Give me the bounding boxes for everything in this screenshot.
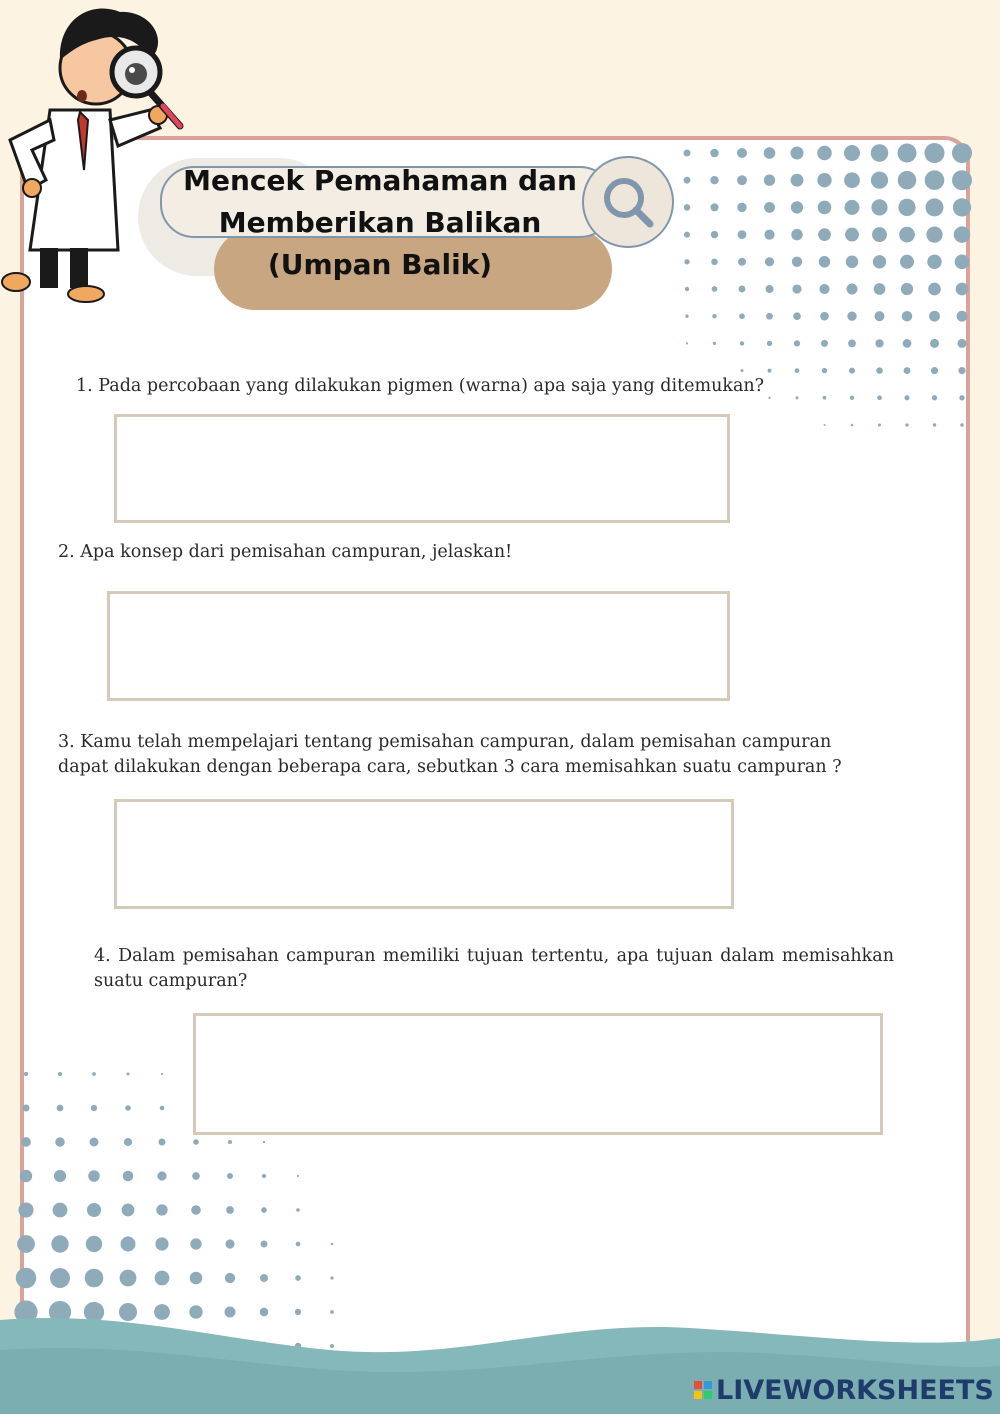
answer-box-2[interactable]: [107, 591, 730, 701]
question-2: [58, 540, 512, 565]
magnifier-icon: [584, 158, 672, 246]
question-2-number: 2.: [58, 542, 75, 562]
question-4: [94, 944, 894, 994]
question-4-line-1: [94, 944, 894, 969]
search-badge: [582, 156, 674, 248]
question-4-text-line-1: Dalam pemisahan campuran memiliki tujuan tertentu, apa tujuan dalam memisahkan: [118, 946, 894, 966]
title-line-3: (Umpan Balik): [267, 248, 493, 281]
brand-logo[interactable]: [694, 1374, 994, 1406]
answer-box-3[interactable]: [114, 799, 734, 909]
question-3-line-1: [58, 730, 858, 755]
question-3-number: 3.: [58, 732, 75, 752]
question-4-text-line-2: suatu campuran?: [94, 971, 248, 991]
question-1-number: 1.: [76, 376, 93, 396]
scientist-illustration: [0, 0, 200, 310]
question-3-text-line-2: dapat dilakukan dengan beberapa cara, sebutkan 3 cara memisahkan suatu campuran ?: [58, 757, 842, 777]
question-3-text-line-1: Kamu telah mempelajari tentang pemisahan campuran, dalam pemisahan campuran: [80, 732, 832, 752]
title-line-1: Mencek Pemahaman dan: [183, 164, 577, 197]
question-3: [58, 730, 858, 780]
brand-name: LIVEWORKSHEETS: [716, 1374, 994, 1406]
brand-logo-icon: [694, 1381, 712, 1399]
answer-box-1[interactable]: [114, 414, 730, 523]
question-1-text: Pada percobaan yang dilakukan pigmen (warna) apa saja yang ditemukan?: [98, 376, 765, 396]
page-title: [160, 160, 600, 286]
question-2-text: Apa konsep dari pemisahan campuran, jelaskan!: [80, 542, 513, 562]
title-line-2: Memberikan Balikan: [218, 206, 542, 239]
question-1: [76, 374, 764, 399]
question-4-number: 4.: [94, 946, 111, 966]
answer-box-4[interactable]: [193, 1013, 883, 1135]
